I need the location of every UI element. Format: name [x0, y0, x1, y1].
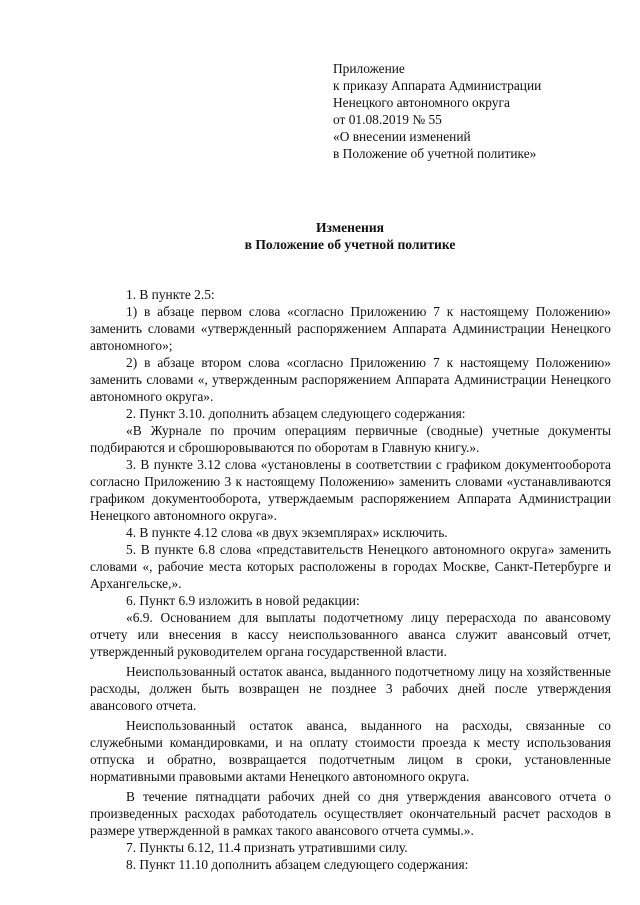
paragraph-11: Неиспользованный остаток аванса, выданного подотчетному лицу на хозяйственные расходы, должен быть возвращен не позднее 3 рабочих дней после утверждения авансового отчета. [90, 664, 611, 713]
title-line-1: Изменения [315, 220, 385, 235]
document-body [90, 286, 611, 873]
paragraph-6: 3. В пункте 3.12 слова «установлены в соответствии с графиком документооборота согласно Приложению 3 к настоящему Положению» заменить словами «устанавливаются графиком документооборота, утверждаемым распоряжением Аппарата Администрации Ненецкого автономного округа». [90, 457, 611, 523]
paragraph-14: 7. Пункты 6.12, 11.4 признать утратившими силу. [126, 840, 408, 855]
annex-line-2: к приказу Аппарата Администрации [333, 78, 542, 93]
paragraph-2: 1) в абзаце первом слова «согласно Приложению 7 к настоящему Положению» заменить словами «утвержденный распоряжением Аппарата Администрации Ненецкого автономного»; [90, 304, 611, 353]
paragraph-5: «В Журнале по прочим операциям первичные (сводные) учетные документы подбираются и сброшюровываются по оборотам в Главную книгу.». [90, 423, 611, 455]
annex-line-1: Приложение [333, 61, 405, 76]
paragraph-15: 8. Пункт 11.10 дополнить абзацем следующего содержания: [126, 857, 469, 872]
paragraph-3: 2) в абзаце втором слова «согласно Приложению 7 к настоящему Положению» заменить словами «, утвержденным распоряжением Аппарата Администрации Ненецкого автономного округа». [90, 355, 611, 404]
annex-line-5: «О внесении изменений [333, 129, 471, 144]
annex-header [333, 60, 623, 162]
title-line-2: в Положение об учетной политике [244, 237, 456, 252]
paragraph-9: 6. Пункт 6.9 изложить в новой редакции: [126, 593, 360, 608]
paragraph-13: В течение пятнадцати рабочих дней со дня утверждения авансового отчета о произведенных расходах работодатель осуществляет окончательный расчет расходов в размере утвержденной в рамках такого авансового отчета суммы.». [90, 789, 611, 838]
annex-line-4: от 01.08.2019 № 55 [333, 112, 442, 127]
paragraph-10: «6.9. Основанием для выплаты подотчетному лицу перерасхода по авансовому отчету или внесения в кассу неиспользованного аванса служит авансовый отчет, утвержденный руководителем органа государственной власти. [90, 610, 611, 659]
paragraph-4: 2. Пункт 3.10. дополнить абзацем следующего содержания: [126, 406, 466, 421]
paragraph-7: 4. В пункте 4.12 слова «в двух экземплярах» исключить. [126, 525, 448, 540]
paragraph-8: 5. В пункте 6.8 слова «представительств Ненецкого автономного округа» заменить словами «, рабочие места которых расположены в городах Москве, Санкт-Петербурге и Архангельске,». [90, 542, 611, 591]
document-title [90, 219, 610, 253]
annex-line-3: Ненецкого автономного округа [333, 95, 510, 110]
annex-line-6: в Положение об учетной политике» [333, 146, 537, 161]
paragraph-12: Неиспользованный остаток аванса, выданного на расходы, связанные со служебными командировками, и на оплату стоимости проезда к месту использования отпуска и обратно, возвращается подотчетным лицом в сроки, установленные нормативными правовыми актами Ненецкого автономного округа. [90, 718, 611, 784]
paragraph-1: 1. В пункте 2.5: [126, 287, 215, 302]
